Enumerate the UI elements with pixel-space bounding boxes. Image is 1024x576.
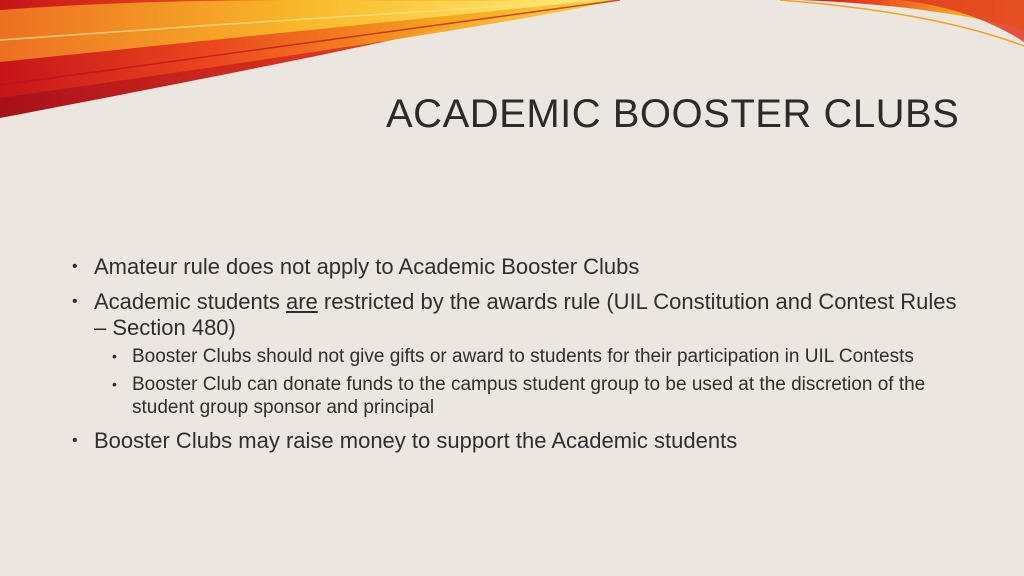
bullet-item-3 (70, 428, 970, 454)
bullet-text-underlined: are (285, 289, 318, 314)
bullet-marker: • (72, 258, 78, 275)
bullet-text-after: restricted by the awards rule (UIL Constitution and Contest Rules – Section 480) (94, 289, 957, 340)
slide-title: ACADEMIC BOOSTER CLUBS (386, 92, 960, 136)
sub-bullet-marker: • (112, 348, 117, 364)
sub-bullet-item-2 (94, 373, 970, 419)
sub-bullet-text: Booster Clubs should not give gifts or award to students for their participation in UIL Contests (132, 346, 914, 367)
bullet-text-before: Academic students (94, 289, 286, 314)
sub-bullet-list (94, 345, 970, 419)
bullet-text: Booster Clubs may raise money to support the Academic students (94, 428, 738, 453)
sub-bullet-text: Booster Club can donate funds to the campus student group to be used at the discretion of the student group sponsor and principal (132, 374, 926, 418)
bullet-item-2 (70, 289, 970, 419)
sub-bullet-marker: • (112, 376, 117, 392)
bullet-marker: • (72, 432, 78, 449)
bullet-list (70, 254, 970, 454)
bullet-item-1 (70, 254, 970, 280)
slide-body (70, 254, 970, 463)
bullet-text: Amateur rule does not apply to Academic Booster Clubs (94, 254, 640, 279)
bullet-marker: • (72, 293, 78, 310)
sub-bullet-item-1 (94, 345, 970, 368)
